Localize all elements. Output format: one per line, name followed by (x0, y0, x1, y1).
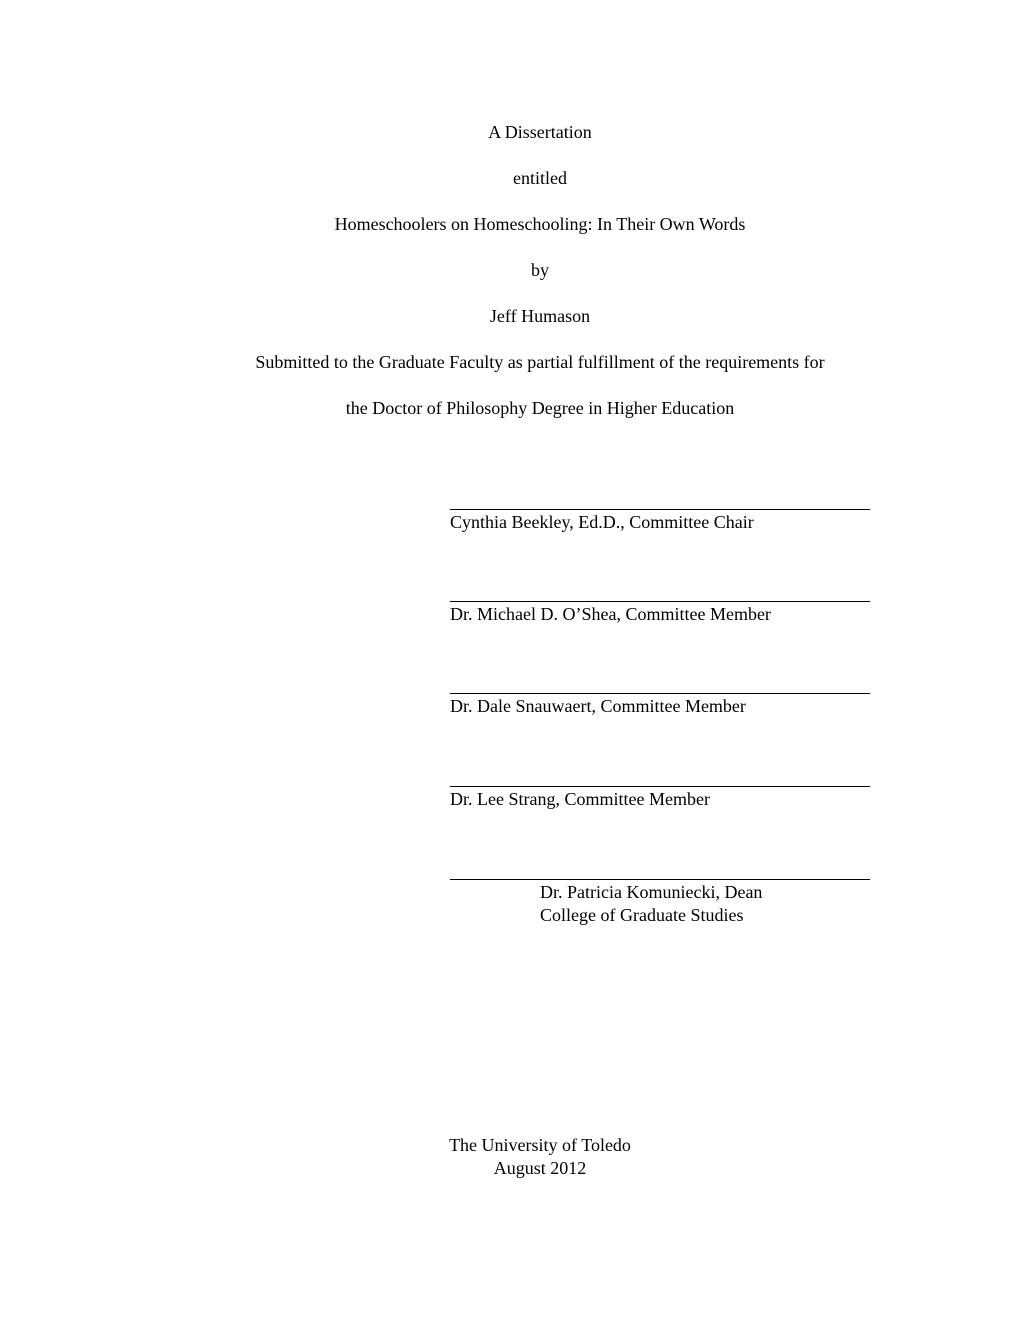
signature-block-member-2 (450, 693, 870, 717)
institution-name: The University of Toledo (449, 1135, 631, 1155)
submission-date: August 2012 (493, 1158, 587, 1178)
document-type: A Dissertation (488, 122, 592, 142)
dean-name: Dr. Patricia Komuniecki, Dean (540, 882, 763, 902)
signature-line (450, 601, 870, 602)
footer (0, 1134, 1020, 1180)
signature-block-member-1 (450, 601, 870, 625)
signature-line (450, 509, 870, 510)
dissertation-title: Homeschoolers on Homeschooling: In Their Own Words (334, 214, 746, 234)
signature-label: Dr. Michael D. O’Shea, Committee Member (450, 604, 771, 624)
signature-block-dean (450, 879, 870, 927)
signature-line (450, 693, 870, 694)
signature-label: Dr. Dale Snauwaert, Committee Member (450, 696, 746, 716)
signature-line (450, 879, 870, 880)
signature-line (450, 786, 870, 787)
dean-unit: College of Graduate Studies (540, 905, 744, 925)
submission-statement-line-2: the Doctor of Philosophy Degree in Higher Education (345, 398, 735, 418)
entitled-label: entitled (513, 168, 567, 188)
signature-block-chair (450, 509, 870, 533)
signature-block-member-3 (450, 786, 870, 810)
submission-statement-line-1: Submitted to the Graduate Faculty as partial fulfillment of the requirements for (255, 352, 825, 372)
signature-label: Cynthia Beekley, Ed.D., Committee Chair (450, 512, 754, 532)
by-label: by (531, 260, 549, 280)
author-name: Jeff Humason (489, 306, 591, 326)
signature-label: Dr. Lee Strang, Committee Member (450, 789, 710, 809)
